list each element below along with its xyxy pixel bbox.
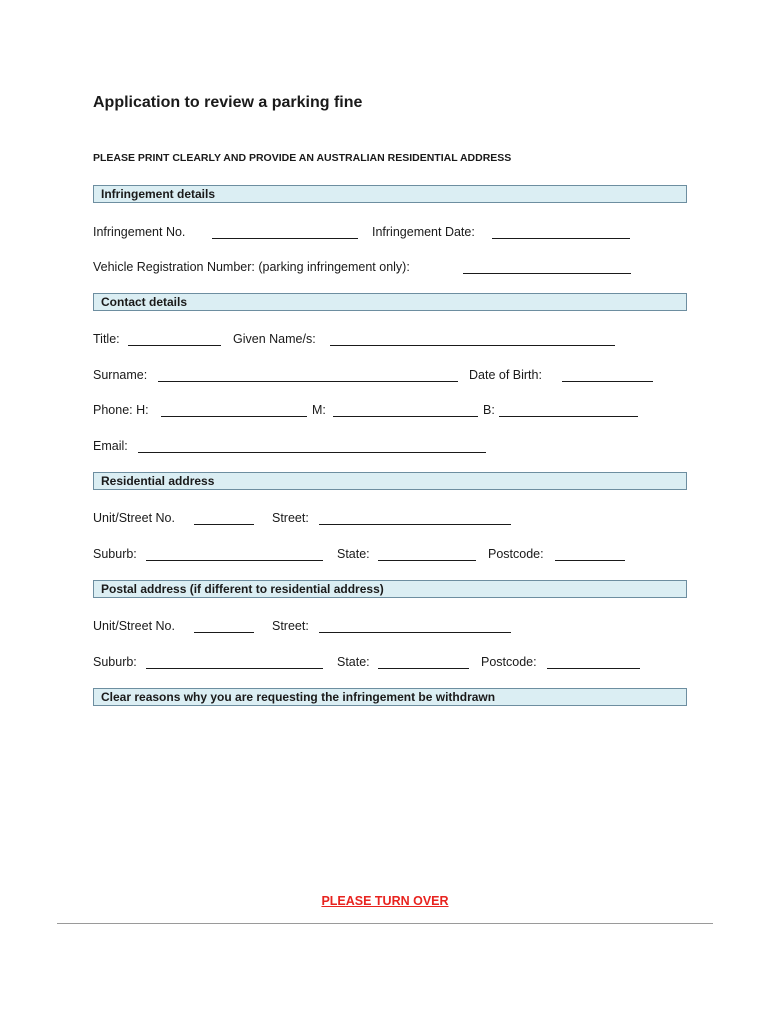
post-postcode-label: Postcode: <box>481 655 537 669</box>
post-street-label: Street: <box>272 619 309 633</box>
phone-mobile-label: M: <box>312 403 326 417</box>
infringement-date-field[interactable] <box>492 238 630 239</box>
res-state-label: State: <box>337 547 370 561</box>
email-field[interactable] <box>138 452 486 453</box>
phone-business-label: B: <box>483 403 495 417</box>
res-street-label: Street: <box>272 511 309 525</box>
section-infringement-details: Infringement details <box>93 185 687 203</box>
post-unit-field[interactable] <box>194 632 254 633</box>
surname-label: Surname: <box>93 368 148 382</box>
infringement-date-label: Infringement Date: <box>372 225 475 239</box>
section-contact-details: Contact details <box>93 293 687 311</box>
given-names-label: Given Name/s: <box>233 332 316 346</box>
res-state-field[interactable] <box>378 560 476 561</box>
phone-business-field[interactable] <box>499 416 638 417</box>
given-names-field[interactable] <box>330 345 615 346</box>
res-street-field[interactable] <box>319 524 511 525</box>
section-postal-address: Postal address (if different to residential address) <box>93 580 687 598</box>
res-unit-field[interactable] <box>194 524 254 525</box>
please-turn-over <box>0 894 770 908</box>
res-suburb-field[interactable] <box>146 560 323 561</box>
phone-home-field[interactable] <box>161 416 307 417</box>
reasons-textarea[interactable] <box>93 712 687 872</box>
title-label: Title: <box>93 332 120 346</box>
page-subtitle: PLEASE PRINT CLEARLY AND PROVIDE AN AUSTRALIAN RESIDENTIAL ADDRESS <box>93 152 512 164</box>
infringement-no-label: Infringement No. <box>93 225 186 239</box>
please-turn-over-text: PLEASE TURN OVER <box>321 894 449 908</box>
surname-field[interactable] <box>158 381 458 382</box>
vehicle-rego-label: Vehicle Registration Number: (parking infringement only): <box>93 260 410 274</box>
vehicle-rego-field[interactable] <box>463 273 631 274</box>
res-unit-label: Unit/Street No. <box>93 511 175 525</box>
phone-home-label: Phone: H: <box>93 403 149 417</box>
post-street-field[interactable] <box>319 632 511 633</box>
post-unit-label: Unit/Street No. <box>93 619 175 633</box>
infringement-no-field[interactable] <box>212 238 358 239</box>
dob-field[interactable] <box>562 381 653 382</box>
section-residential-address: Residential address <box>93 472 687 490</box>
post-suburb-field[interactable] <box>146 668 323 669</box>
post-postcode-field[interactable] <box>547 668 640 669</box>
title-field[interactable] <box>128 345 221 346</box>
post-suburb-label: Suburb: <box>93 655 137 669</box>
res-suburb-label: Suburb: <box>93 547 137 561</box>
page-title: Application to review a parking fine <box>93 94 363 111</box>
dob-label: Date of Birth: <box>469 368 542 382</box>
footer-divider <box>57 923 713 924</box>
phone-mobile-field[interactable] <box>333 416 478 417</box>
email-label: Email: <box>93 439 128 453</box>
res-postcode-field[interactable] <box>555 560 625 561</box>
section-reasons: Clear reasons why you are requesting the infringement be withdrawn <box>93 688 687 706</box>
post-state-field[interactable] <box>378 668 469 669</box>
res-postcode-label: Postcode: <box>488 547 544 561</box>
post-state-label: State: <box>337 655 370 669</box>
